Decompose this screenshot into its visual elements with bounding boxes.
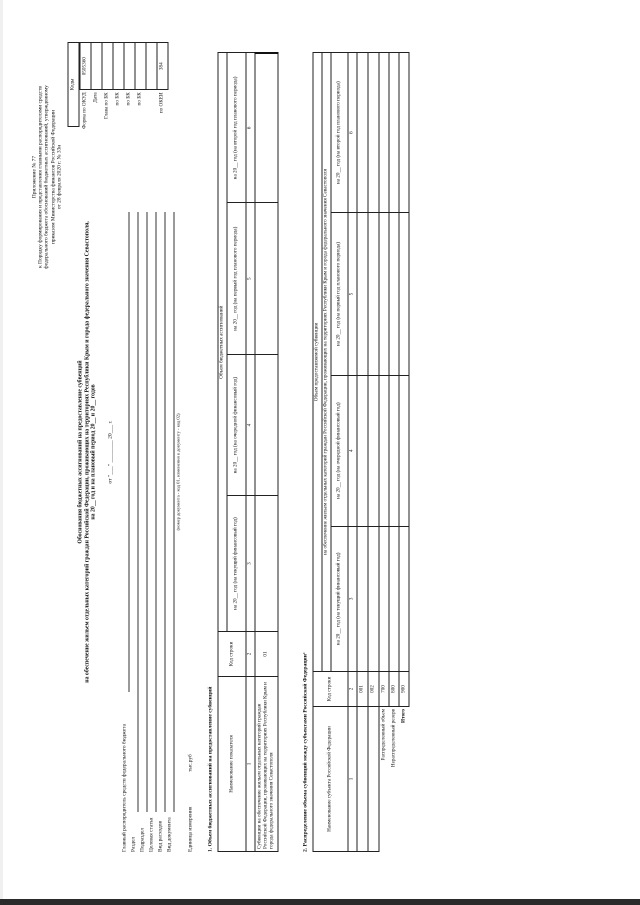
col-number: 6 — [246, 53, 255, 203]
code-label — [146, 90, 157, 172]
data-cell — [368, 526, 379, 671]
data-cell — [255, 203, 278, 355]
code-label: по БК — [114, 92, 121, 106]
data-cell — [399, 375, 409, 526]
row-label — [368, 707, 379, 852]
code-label: Форма по ОКУД — [81, 92, 88, 129]
col-header: на 20__ год (на текущий финансовый год) — [331, 526, 348, 671]
code-label: по ОКЕИ — [158, 92, 165, 114]
data-cell — [357, 526, 368, 671]
code-value — [124, 43, 135, 90]
section2-table — [313, 52, 410, 852]
col-number: 4 — [246, 355, 255, 496]
field-label: Главный распорядитель средств федерального бюджета — [121, 723, 128, 852]
data-cell — [255, 355, 278, 496]
code-label: по БК — [136, 92, 143, 106]
col-header: на 20__ год (на очередной финансовый год) — [227, 355, 246, 496]
data-cell — [399, 53, 409, 213]
row-label: Распределенный объем — [380, 709, 387, 761]
appendix-line: к Порядку формирования и представления главными распорядителями средств — [37, 86, 44, 268]
field-underline — [156, 212, 157, 812]
scan-edge-bottom — [0, 899, 640, 905]
unit-value: тыс.руб — [187, 754, 194, 772]
col-number: 5 — [246, 203, 255, 355]
row-code: 900 — [399, 672, 409, 707]
data-cell — [379, 526, 390, 671]
data-cell — [399, 526, 409, 671]
code-value — [113, 43, 124, 90]
header-fields — [122, 612, 176, 852]
col-number: 1 — [246, 677, 255, 852]
title-date: от "___" ________ 20___ г. — [107, 420, 114, 484]
row-label: Субвенции на обеспечение жильем отдельных категорий граждан Российской Федерации, проживающих на территориях Республики Крым и города федерального значения Севастополя — [255, 677, 278, 852]
row-code: 001 — [357, 672, 368, 707]
col-number: 3 — [348, 526, 357, 671]
col-subgroup-header: на обеспечение жильем отдельных категорий граждан Российской Федерации, проживающих на территориях Республики Крым и города федерального значения Севастополя — [322, 53, 331, 672]
data-cell — [368, 213, 379, 375]
row-label: Нераспределенный резерв — [390, 709, 397, 768]
data-cell — [389, 375, 399, 526]
code-value — [146, 43, 157, 90]
codes-rows-table — [80, 42, 169, 172]
code-value — [91, 43, 102, 90]
data-cell — [357, 375, 368, 526]
col-number: 1 — [348, 707, 357, 852]
col-header-code: Код строки — [313, 672, 348, 707]
col-number: 6 — [348, 53, 357, 213]
title-line: на 20__ год и на плановый период 20__ и 20__ годов — [90, 384, 97, 520]
code-value: 384 — [157, 43, 168, 90]
code-value — [135, 43, 146, 90]
data-cell — [368, 53, 379, 213]
col-group-header: Объем предоставляемой субвенции — [313, 53, 322, 672]
field-label: Подраздел — [139, 827, 146, 852]
field-label: Раздел — [130, 836, 137, 852]
data-cell — [255, 496, 278, 632]
col-group-header: Объем бюджетных ассигнований — [218, 53, 227, 632]
form-title — [78, 92, 98, 812]
data-cell — [357, 53, 368, 213]
col-number: 2 — [246, 632, 255, 677]
col-header-code: Код строки — [218, 632, 246, 677]
appendix-line: федерального бюджета обоснований бюджетных ассигнований, утвержденному — [43, 85, 50, 269]
appendix-number: Приложение № 77 — [31, 155, 38, 199]
data-cell — [389, 53, 399, 213]
col-header: на 20__ год (на второй год планового периода) — [331, 53, 348, 213]
doc-note: (номер документа - код 01, изменения к документу - код 02) — [175, 413, 181, 531]
data-cell — [379, 53, 390, 213]
data-cell — [255, 53, 278, 203]
rotated-form-sheet — [28, 32, 613, 872]
section1-table — [218, 52, 279, 852]
section1-title: 1. Объем бюджетных ассигнований на предоставление субвенций — [207, 686, 214, 852]
field-underline — [147, 212, 148, 812]
field-label: Целевая статья — [148, 817, 155, 852]
col-header: на 20__ год (на первый год планового периода) — [227, 203, 246, 355]
field-label: Вид расходов — [157, 821, 164, 852]
field-label: Вид документа — [166, 817, 173, 852]
section2-title: 2. Распределение объема субвенций между субъектами Российской Федерации¹ — [302, 652, 309, 852]
appendix-line: приказом Министерства финансов Российской Федерации — [50, 110, 57, 244]
data-cell — [399, 213, 409, 375]
appendix-block — [32, 42, 63, 312]
code-label: по БК — [125, 92, 132, 106]
row-code: 002 — [368, 672, 379, 707]
data-cell — [368, 375, 379, 526]
data-cell — [389, 213, 399, 375]
data-cell — [357, 213, 368, 375]
col-header-name: Наименование показателя — [218, 677, 246, 852]
code-label: Глава по БК — [103, 92, 110, 119]
row-code: 01 — [255, 632, 278, 677]
row-code: 700 — [379, 672, 390, 707]
field-underline — [174, 212, 175, 812]
col-number: 3 — [246, 496, 255, 632]
field-underline — [129, 212, 130, 692]
code-value: 0505360 — [80, 43, 91, 90]
data-cell — [379, 375, 390, 526]
unit-label: Единица измерения — [187, 806, 194, 852]
data-cell — [379, 213, 390, 375]
title-line: на обеспечение жильем отдельных категорий граждан Российской Федерации, проживающих на территориях Республики Крым и города федерального значения Севастополя, — [84, 221, 91, 683]
data-cell — [389, 526, 399, 671]
code-value — [102, 43, 113, 90]
code-label: Дата — [92, 92, 99, 103]
col-header: на 20__ год (на второй год планового периода) — [227, 53, 246, 203]
field-underline — [138, 212, 139, 812]
title-line: Обоснования бюджетных ассигнований на предоставление субвенций — [77, 360, 84, 544]
codes-table — [68, 42, 80, 127]
col-number: 4 — [348, 375, 357, 526]
col-number: 2 — [348, 672, 357, 707]
scan-edge-left — [0, 0, 3, 905]
field-underline — [165, 212, 166, 812]
col-number: 5 — [348, 213, 357, 375]
row-label: Итого — [400, 709, 407, 723]
codes-header: Коды — [68, 43, 79, 127]
col-header: на 20__ год (на первый год планового периода) — [331, 213, 348, 375]
row-code: 800 — [389, 672, 399, 707]
row-label — [357, 707, 368, 852]
col-header: на 20__ год (на очередной финансовый год) — [331, 375, 348, 526]
col-header-name: Наименование субъекта Российской Федерации — [313, 707, 348, 852]
col-header: на 20__ год (на текущий финансовый год) — [227, 496, 246, 632]
appendix-line: от 28 февраля 2020 г. № 33н — [56, 144, 63, 210]
